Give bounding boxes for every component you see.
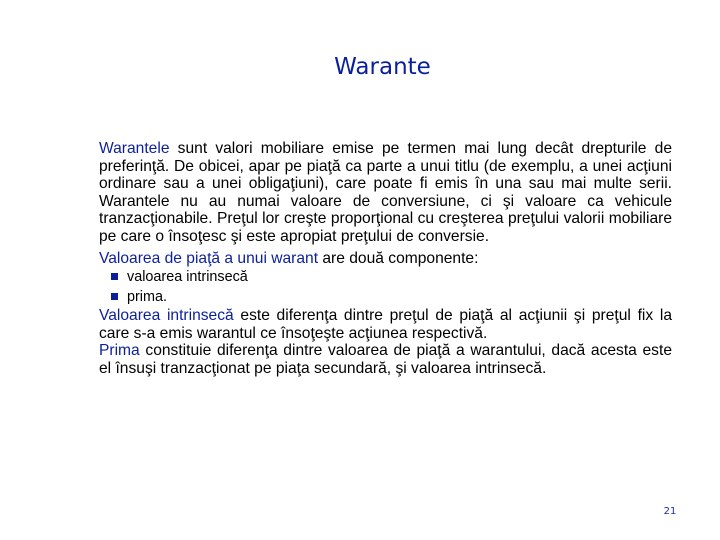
paragraph-valoare-intrinseca xyxy=(99,307,672,342)
list-item xyxy=(111,267,672,287)
paragraph-text: este diferenţa dintre preţul de piaţă al acţiunii şi preţul fix la care s-a emis warantul ce însoţeşte acţiunea respectivă. xyxy=(99,307,672,342)
paragraph-keyword: Prima xyxy=(99,342,140,360)
list-item-label: prima. xyxy=(127,289,167,306)
paragraph-text: constituie diferenţa dintre valoarea de piaţă a warantului, dacă acesta este el însuşi tranzacţionat pe piaţa secundară, şi valoarea intrinsecă. xyxy=(99,342,672,377)
list-item-label: valoarea intrinsecă xyxy=(127,269,248,286)
page-number: 21 xyxy=(663,506,677,517)
paragraph-keyword: Valoarea intrinsecă xyxy=(99,307,234,325)
paragraph-warante xyxy=(99,140,672,246)
square-bullet-icon xyxy=(111,273,118,280)
paragraph-keyword: Warantele xyxy=(99,140,170,157)
square-bullet-icon xyxy=(111,293,118,300)
paragraph-text: are două componente: xyxy=(318,249,479,267)
components-list xyxy=(99,267,672,307)
slide-content xyxy=(99,140,672,378)
paragraph-text: sunt valori mobiliare emise pe termen mai lung decât drepturile de preferinţă. De obicei, apar pe piaţă ca parte a unui titlu (de exemplu, a unei acţiuni ordinare sau a unei obligaţiuni), care poate fi emis în una sau mai multe serii. Warantele nu au numai valoare de conversiune, ci şi valoare ca vehicule tranzacţionabile. Preţul lor creşte proporţional cu creşterea preţului valorii mobiliare pe care o însoţesc şi este apropiat preţului de conversie. xyxy=(99,140,672,245)
paragraph-prima xyxy=(99,342,672,377)
paragraph-valoare-piata xyxy=(99,250,672,268)
list-item xyxy=(111,287,672,307)
paragraph-keyword: Valoarea de piaţă a unui warant xyxy=(99,249,319,267)
slide-title: Warante xyxy=(334,54,431,80)
